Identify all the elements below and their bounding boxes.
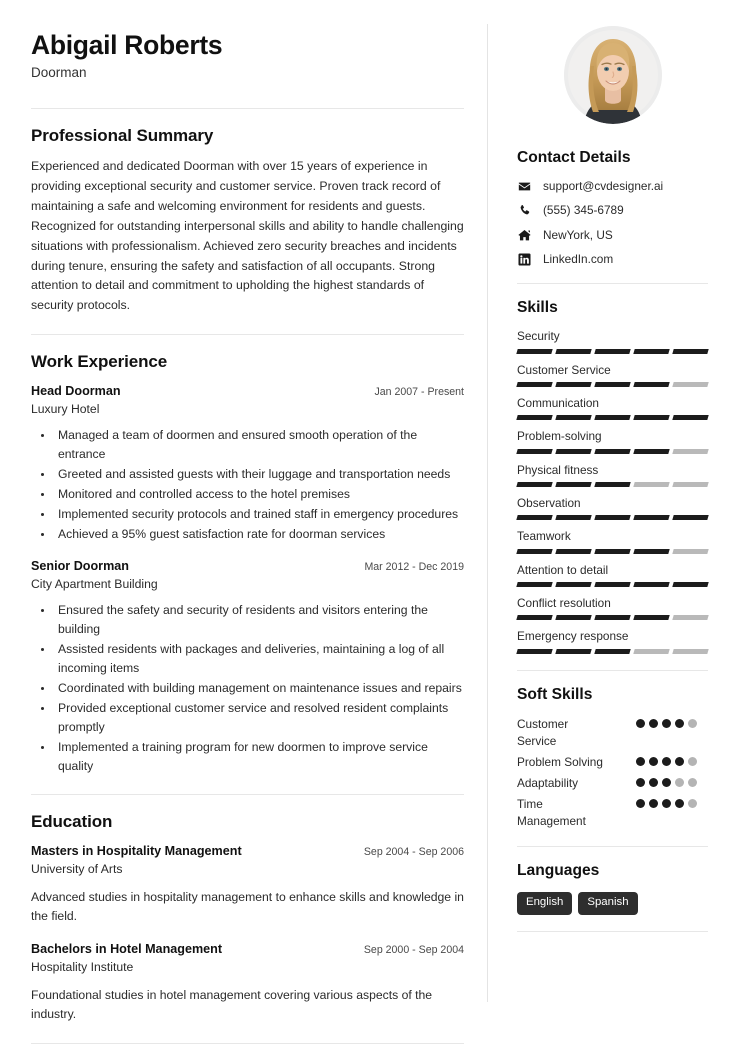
skill-segment xyxy=(633,549,669,554)
skill-level-bar xyxy=(517,549,708,554)
skill-name: Conflict resolution xyxy=(517,595,611,610)
skill-segment xyxy=(555,449,591,454)
education-entry-degree: Masters in Hospitality Management xyxy=(31,844,242,859)
work-entry-role: Head Doorman xyxy=(31,384,121,399)
section-education xyxy=(31,812,464,1024)
work-bullet: • Ensured the safety and security of residents and visitors entering the building xyxy=(54,601,464,639)
skill-level-bar xyxy=(517,349,708,354)
skill-name: Problem-solving xyxy=(517,429,602,444)
contact-value[interactable]: (555) 345-6789 xyxy=(543,203,624,218)
education-entry-list xyxy=(31,843,464,1024)
contact-item xyxy=(517,179,708,194)
skill-segment xyxy=(594,349,630,354)
skill-segment xyxy=(672,515,708,520)
skill-item xyxy=(517,463,708,487)
skill-name: Physical fitness xyxy=(517,462,599,477)
skill-segment xyxy=(633,649,669,654)
work-entry-header xyxy=(31,383,464,400)
skill-segment xyxy=(516,649,552,654)
education-entry-school: Hospitality Institute xyxy=(31,959,134,974)
skill-segment xyxy=(516,482,552,487)
rating-dot xyxy=(662,799,671,808)
education-entry-date: Sep 2004 - Sep 2006 xyxy=(363,846,464,859)
skill-segment xyxy=(555,349,591,354)
work-entry-list xyxy=(31,383,464,776)
skill-segment xyxy=(633,615,669,620)
work-entry-organization: Luxury Hotel xyxy=(31,402,100,417)
skill-level-bar xyxy=(517,382,708,387)
soft-skill-rating xyxy=(636,754,708,766)
section-work-experience xyxy=(31,352,464,776)
skill-segment xyxy=(672,449,708,454)
contact-heading: Contact Details xyxy=(517,149,631,166)
skill-name: Customer Service xyxy=(517,362,611,377)
skill-item xyxy=(517,429,708,453)
contact-value[interactable]: NewYork, US xyxy=(543,227,613,242)
soft-skills-list xyxy=(517,716,708,831)
skill-segment xyxy=(633,482,669,487)
rating-dot xyxy=(649,719,658,728)
skill-segment xyxy=(672,615,708,620)
soft-skill-rating xyxy=(636,796,708,808)
work-heading: Work Experience xyxy=(31,352,168,372)
skill-segment xyxy=(594,582,630,587)
skill-item xyxy=(517,329,708,353)
skill-segment xyxy=(672,349,708,354)
skill-item xyxy=(517,363,708,387)
work-entry xyxy=(31,383,464,544)
rating-dot xyxy=(636,719,645,728)
rating-dot xyxy=(662,778,671,787)
work-entry-bullets xyxy=(31,426,464,544)
skill-segment xyxy=(555,415,591,420)
work-entry-date: Jan 2007 - Present xyxy=(374,386,464,399)
soft-skill-rating xyxy=(636,716,708,728)
contact-item xyxy=(517,252,708,267)
skills-list xyxy=(517,329,708,653)
skill-segment xyxy=(594,649,630,654)
linkedin-icon xyxy=(517,253,532,266)
rating-dot xyxy=(636,757,645,766)
skill-segment xyxy=(672,549,708,554)
rating-dot xyxy=(675,757,684,766)
rating-dot xyxy=(688,719,697,728)
skill-segment xyxy=(633,515,669,520)
work-bullet: • Provided exceptional customer service and resolved resident complaints promptly xyxy=(54,699,464,737)
education-entry-date: Sep 2000 - Sep 2004 xyxy=(363,943,464,956)
avatar-wrapper xyxy=(517,26,708,124)
divider xyxy=(31,1043,464,1044)
soft-skill-name: Problem Solving xyxy=(517,754,603,769)
skill-item xyxy=(517,563,708,587)
skill-level-bar xyxy=(517,649,708,654)
skill-segment xyxy=(594,382,630,387)
education-entry-header xyxy=(31,843,464,860)
divider xyxy=(517,283,708,284)
skill-item xyxy=(517,496,708,520)
skill-segment xyxy=(594,515,630,520)
skill-segment xyxy=(516,615,552,620)
skill-item xyxy=(517,529,708,553)
languages-heading: Languages xyxy=(517,862,600,880)
skill-segment xyxy=(555,482,591,487)
skill-level-bar xyxy=(517,415,708,420)
language-tag: Spanish xyxy=(578,892,637,915)
skill-segment xyxy=(672,649,708,654)
soft-skill-item xyxy=(517,775,708,792)
rating-dot xyxy=(688,757,697,766)
soft-skill-rating xyxy=(636,775,708,787)
envelope-icon xyxy=(517,180,532,193)
avatar xyxy=(564,26,662,124)
skill-segment xyxy=(555,615,591,620)
skill-segment xyxy=(594,482,630,487)
education-entry-degree: Bachelors in Hotel Management xyxy=(31,941,223,956)
phone-icon xyxy=(517,204,532,217)
rating-dot xyxy=(688,778,697,787)
rating-dot xyxy=(636,778,645,787)
skill-segment xyxy=(594,615,630,620)
language-tag-list xyxy=(517,892,708,915)
education-entry-description: Advanced studies in hospitality management to enhance skills and knowledge in the field. xyxy=(31,889,464,924)
work-bullet: • Achieved a 95% guest satisfaction rate for doorman services xyxy=(54,525,464,544)
work-bullet: • Implemented a training program for new doormen to improve service quality xyxy=(54,738,464,776)
page-title: Abigail Roberts xyxy=(31,30,223,60)
work-entry-header xyxy=(31,558,464,575)
skill-segment xyxy=(555,549,591,554)
contact-value[interactable]: LinkedIn.com xyxy=(543,251,614,266)
rating-dot xyxy=(649,799,658,808)
section-skills xyxy=(517,299,708,653)
section-soft-skills xyxy=(517,686,708,831)
skill-name: Attention to detail xyxy=(517,562,609,577)
soft-skill-item xyxy=(517,716,708,750)
section-languages xyxy=(517,862,708,915)
skill-segment xyxy=(516,582,552,587)
skill-segment xyxy=(633,415,669,420)
rating-dot xyxy=(675,778,684,787)
work-entry-bullets xyxy=(31,601,464,776)
rating-dot xyxy=(649,757,658,766)
contact-value[interactable]: support@cvdesigner.ai xyxy=(543,179,664,193)
work-bullet: • Coordinated with building management on maintenance issues and repairs xyxy=(54,679,464,698)
skill-segment xyxy=(594,449,630,454)
divider xyxy=(31,794,464,795)
contact-item xyxy=(517,228,708,243)
summary-heading: Professional Summary xyxy=(31,126,214,146)
skill-segment xyxy=(516,382,552,387)
skill-level-bar xyxy=(517,582,708,587)
work-bullet: • Monitored and controlled access to the hotel premises xyxy=(54,485,464,504)
divider xyxy=(517,670,708,671)
soft-skill-name: Adaptability xyxy=(517,775,578,790)
skill-level-bar xyxy=(517,482,708,487)
rating-dot xyxy=(636,799,645,808)
skill-level-bar xyxy=(517,515,708,520)
skill-segment xyxy=(672,482,708,487)
work-entry xyxy=(31,558,464,776)
work-bullet: • Implemented security protocols and trained staff in emergency procedures xyxy=(54,505,464,524)
skill-segment xyxy=(633,582,669,587)
section-contact-details xyxy=(517,149,708,267)
skill-segment xyxy=(594,549,630,554)
work-bullet: • Managed a team of doormen and ensured smooth operation of the entrance xyxy=(54,426,464,464)
skill-level-bar xyxy=(517,449,708,454)
skill-segment xyxy=(594,415,630,420)
skill-segment xyxy=(672,415,708,420)
home-icon xyxy=(517,229,532,242)
skill-segment xyxy=(633,349,669,354)
soft-skill-name: Time Management xyxy=(517,796,586,829)
skill-segment xyxy=(555,382,591,387)
education-entry xyxy=(31,941,464,1025)
skills-heading: Skills xyxy=(517,299,558,317)
rating-dot xyxy=(675,719,684,728)
section-professional-summary xyxy=(31,126,464,316)
work-entry-organization: City Apartment Building xyxy=(31,577,158,592)
contact-item xyxy=(517,203,708,218)
education-heading: Education xyxy=(31,812,113,832)
rating-dot xyxy=(675,799,684,808)
skill-segment xyxy=(516,549,552,554)
work-entry-role: Senior Doorman xyxy=(31,559,129,574)
work-entry-date: Mar 2012 - Dec 2019 xyxy=(364,561,464,574)
skill-segment xyxy=(555,515,591,520)
sidebar xyxy=(488,0,730,1024)
skill-segment xyxy=(672,582,708,587)
skill-segment xyxy=(672,382,708,387)
rating-dot xyxy=(662,719,671,728)
job-title: Doorman xyxy=(31,65,87,81)
skill-item xyxy=(517,596,708,620)
education-entry xyxy=(31,843,464,927)
soft-skill-item xyxy=(517,796,708,830)
divider xyxy=(31,334,464,335)
skill-item xyxy=(517,396,708,420)
skill-segment xyxy=(555,582,591,587)
skill-item xyxy=(517,629,708,653)
skill-segment xyxy=(516,515,552,520)
soft-skills-heading: Soft Skills xyxy=(517,685,593,703)
skill-level-bar xyxy=(517,615,708,620)
skill-segment xyxy=(516,415,552,420)
skill-segment xyxy=(633,382,669,387)
contact-list xyxy=(517,179,708,267)
soft-skill-name: Customer Service xyxy=(517,716,569,748)
summary-text: Experienced and dedicated Doorman with over 15 years of experience in providing exceptional security and customer service. Proven track record of maintaining a safe and welcoming environment for residents and guests. Recognized for outstanding interpersonal skills and ability to handle challenging situations with professionalism. Achieved zero security breaches and incidents during tenure, ensuring the safety and satisfaction of all occupants. Strong attention to detail and commitment to upholding the highest standards of security protocols. xyxy=(31,159,464,313)
skill-segment xyxy=(633,449,669,454)
skill-name: Communication xyxy=(517,395,599,410)
skill-segment xyxy=(516,349,552,354)
soft-skill-item xyxy=(517,754,708,771)
skill-segment xyxy=(516,449,552,454)
divider xyxy=(517,931,708,932)
work-bullet: • Assisted residents with packages and deliveries, maintaining a log of all incoming items xyxy=(54,640,464,678)
divider xyxy=(31,108,464,109)
education-entry-description: Foundational studies in hotel management covering various aspects of the industry. xyxy=(31,987,433,1022)
skill-segment xyxy=(555,649,591,654)
divider xyxy=(517,846,708,847)
language-tag: English xyxy=(517,892,572,915)
rating-dot xyxy=(688,799,697,808)
rating-dot xyxy=(662,757,671,766)
skill-name: Security xyxy=(517,329,560,344)
work-bullet: • Greeted and assisted guests with their luggage and transportation needs xyxy=(54,465,464,484)
skill-name: Observation xyxy=(517,495,581,510)
skill-name: Emergency response xyxy=(517,629,629,644)
education-entry-header xyxy=(31,941,464,958)
education-entry-school: University of Arts xyxy=(31,862,123,877)
rating-dot xyxy=(649,778,658,787)
skill-name: Teamwork xyxy=(517,529,571,544)
